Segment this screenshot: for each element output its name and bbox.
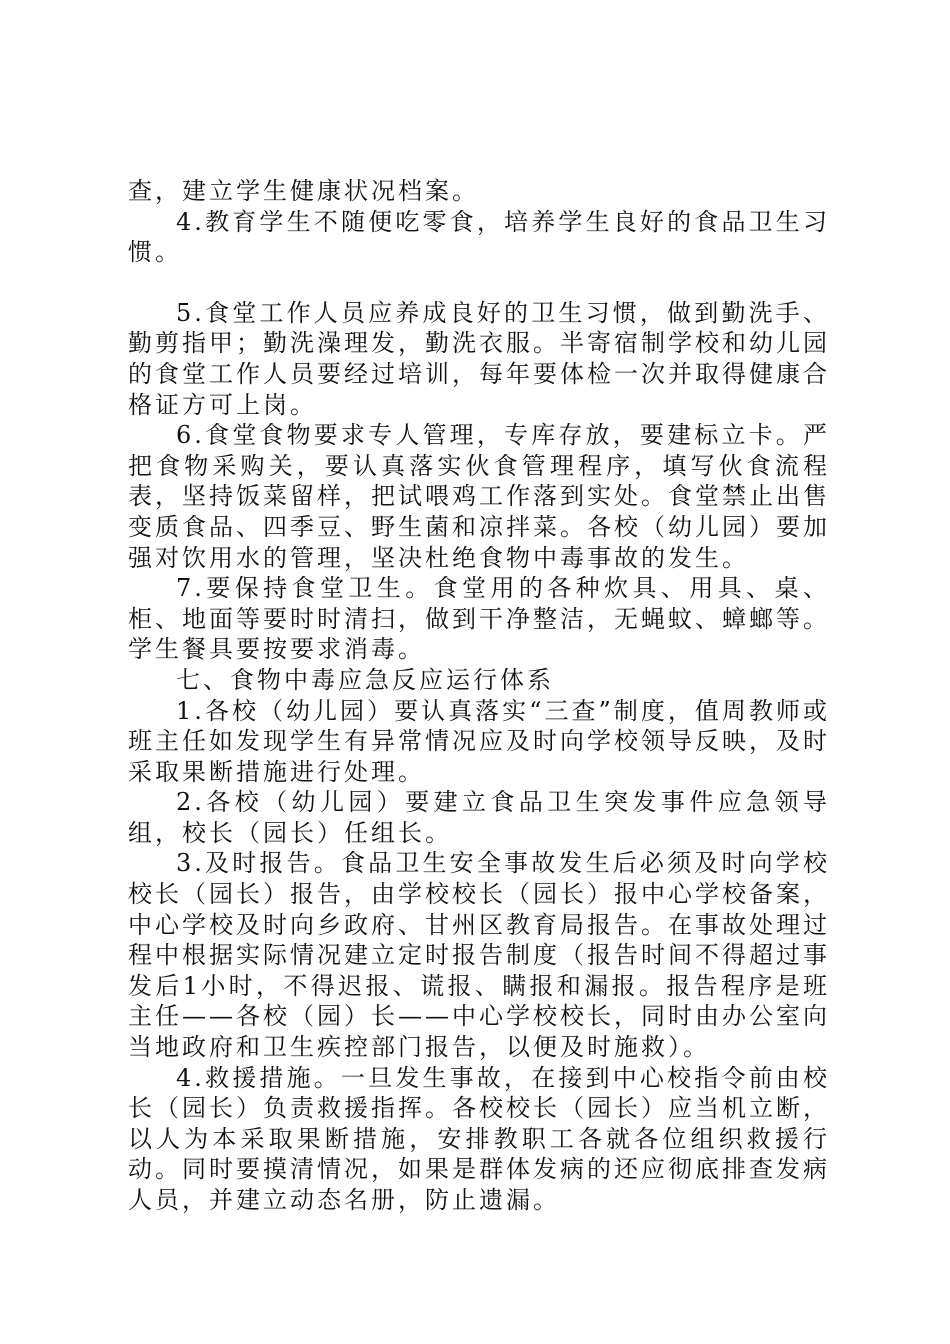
section-heading-7: 七、食物中毒应急反应运行体系 [176,665,554,694]
paragraph-section7-item-2: 2.各校（幼儿园）要建立食品卫生突发事件应急领导组，校长（园长）任组长。 [128,788,830,847]
paragraph-item-6: 6.食堂食物要求专人管理，专库存放，要建标立卡。严把食物采购关，要认真落实伙食管理程序，填写伙食流程表，坚持饭菜留样，把试喂鸡工作落到实处。食堂禁止出售变质食品、四季豆、野生菌和凉拌菜。各校（幼儿园）要加强对饮用水的管理，坚决杜绝食物中毒事故的发生。 [128,421,830,572]
document-body [128,176,830,1216]
paragraph-item-5: 5.食堂工作人员应养成良好的卫生习惯，做到勤洗手、勤剪指甲；勤洗澡理发，勤洗衣服。半寄宿制学校和幼儿园的食堂工作人员要经过培训，每年要体检一次并取得健康合格证方可上岗。 [128,298,830,419]
paragraph-section7-item-3: 3.及时报告。食品卫生安全事故发生后必须及时向学校校长（园长）报告，由学校校长（园长）报中心学校备案，中心学校及时向乡政府、甘州区教育局报告。在事故处理过程中根据实际情况建立定时报告制度（报告时间不得超过事发后1小时，不得迟报、谎报、瞒报和漏报。报告程序是班主任——各校（园）长——中心学校校长，同时由办公室向当地政府和卫生疾控部门报告，以便及时施救）。 [128,849,830,1062]
paragraph-continuation: 查，建立学生健康状况档案。 [128,177,479,205]
paragraph-item-4: 4.教育学生不随便吃零食，培养学生良好的食品卫生习惯。 [128,207,830,267]
paragraph-section7-item-1: 1.各校（幼儿园）要认真落实“三查”制度，值周教师或班主任如发现学生有异常情况应及时向学校领导反映，及时采取果断措施进行处理。 [128,696,830,786]
paragraph-item-7: 7.要保持食堂卫生。食堂用的各种炊具、用具、桌、柜、地面等要时时清扫，做到干净整洁，无蝇蚊、蟑螂等。学生餐具要按要求消毒。 [128,574,830,664]
paragraph-section7-item-4: 4.救援措施。一旦发生事故，在接到中心校指令前由校长（园长）负责救援指挥。各校校长（园长）应当机立断，以人为本采取果断措施，安排教职工各就各位组织救援行动。同时要摸清情况，如果是群体发病的还应彻底排查发病人员，并建立动态名册，防止遗漏。 [128,1063,830,1214]
